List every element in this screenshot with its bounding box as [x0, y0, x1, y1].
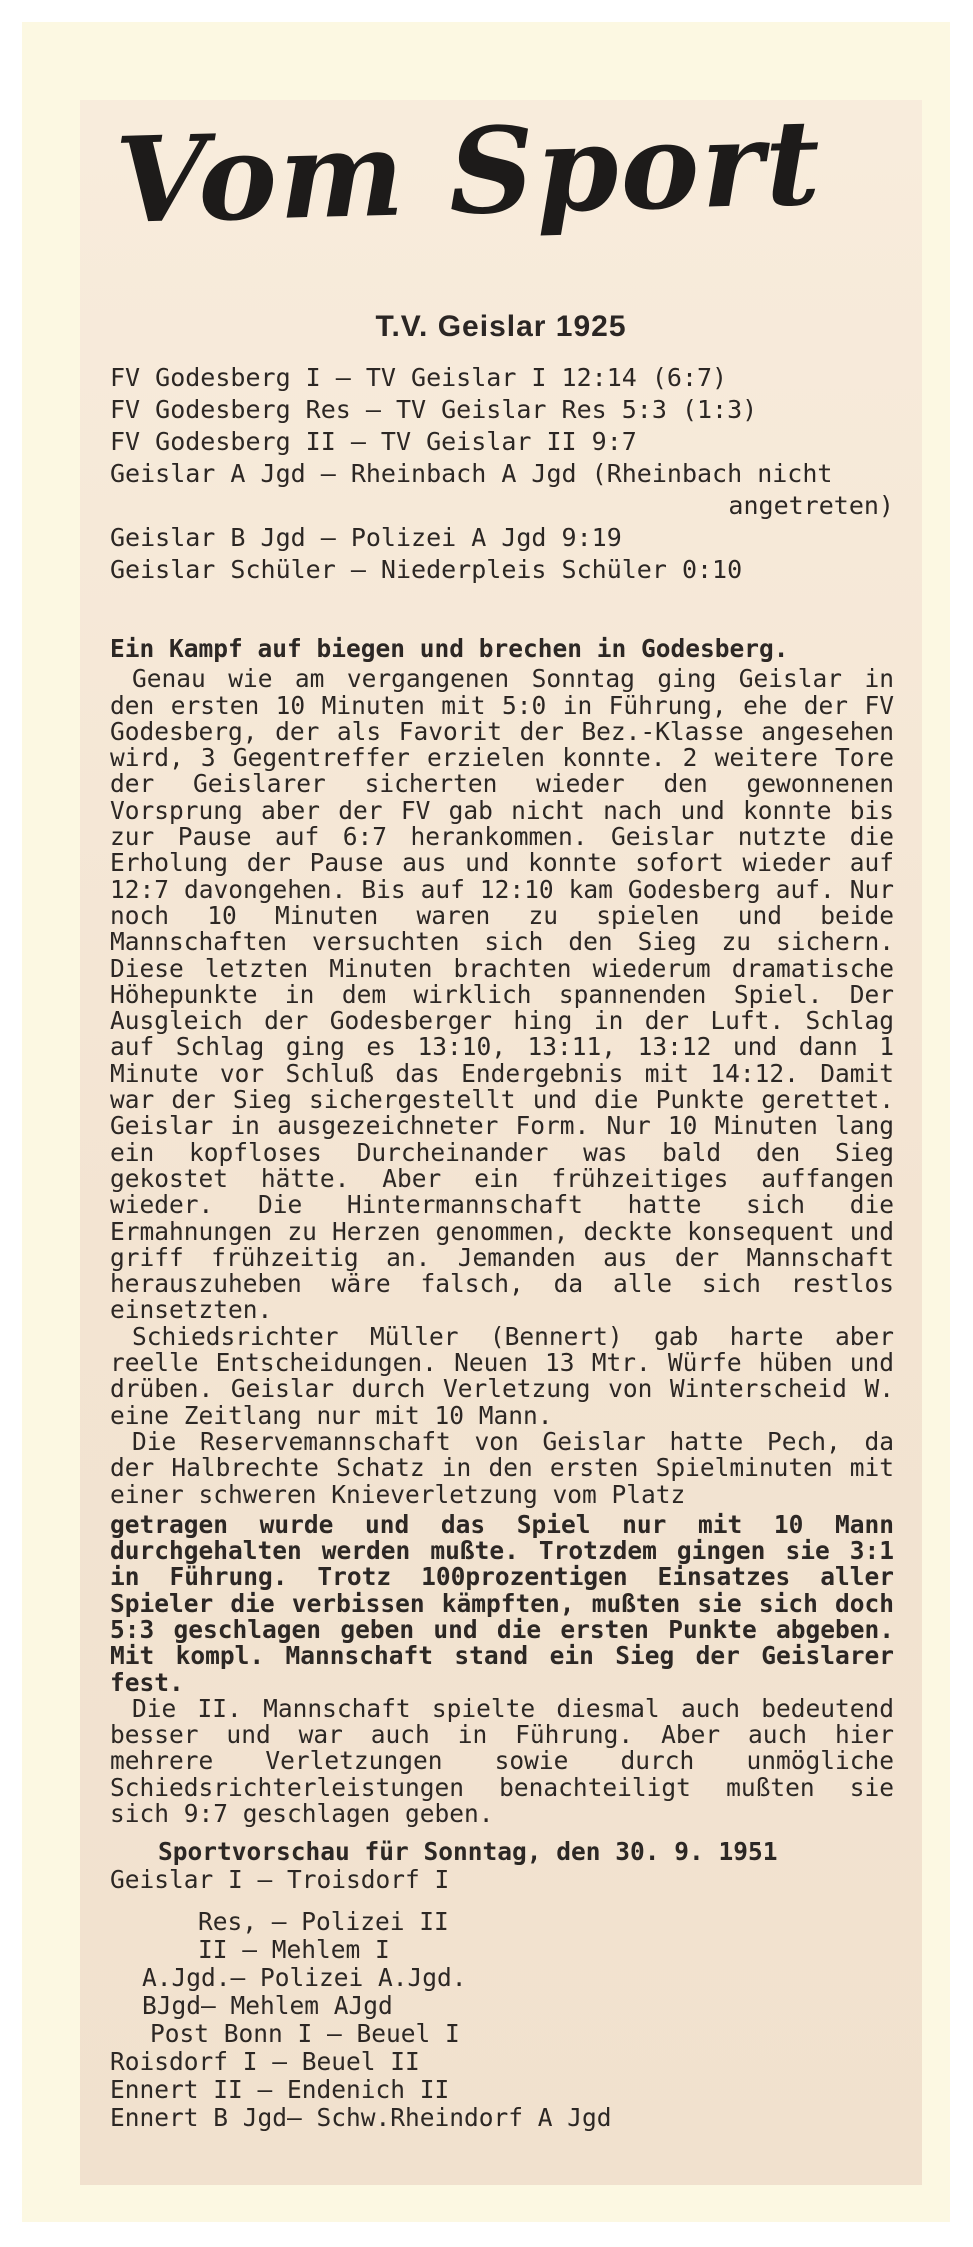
club-title: T.V. Geislar 1925	[375, 310, 627, 343]
article-paragraph: Genau wie am vergangenen Sonntag ging Geislar in den ersten 10 Minuten mit 5:0 in Führung, ehe der FV Godesberg, der als Favorit der Bez.-Klasse angesehen wird, 3 Gegentreffer erzielen konnte. 2 weitere Tore der Geislarer sicherten wieder den gewonnenen Vorsprung aber der FV gab nicht nach und konnte bis zur Pause auf 6:7 herankommen. Geislar nutzte die Erholung der Pause aus und konnte sofort wieder auf 12:7 davongehen. Bis auf 12:10 kam Godesberg auf. Nur noch 10 Minuten waren zu spielen und beide Mannschaften versuchten sich den Sieg zu sichern. Diese letzten Minuten brachten wiederum dramatische Höhepunkte in dem wirklich spannenden Spiel. Der Ausgleich der Godesberger hing in der Luft. Schlag auf Schlag ging es 13:10, 13:11, 13:12 und dann 1 Minute vor Schluß das Endergebnis mit 14:12. Damit war der Sieg sichergestellt und die Punkte gerettet. Geislar in ausgezeichneter Form. Nur 10 Minuten lang ein kopfloses Durcheinander was bald den Sieg gekostet hätte. Aber ein frühzeitiges auffangen wieder. Die Hintermannschaft hatte sich die Ermahnungen zu Herzen genommen, deckte konsequent und griff frühzeitig an. Jemanden aus der Mannschaft herauszuheben wäre falsch, da alle sich restlos einsetzten.	[110, 664, 894, 1325]
article-paragraph: Die Reservemannschaft von Geislar hatte Pech, da der Halbrechte Schatz in den ersten Spielminuten mit einer schweren Knieverletzung vom Platz	[110, 1426, 894, 1509]
fixture-row: Ennert II — Endenich II	[110, 2075, 450, 2104]
fixture-row: Geislar I — Troisdorf I	[110, 1865, 450, 1894]
result-row-continuation: angetreten)	[728, 491, 894, 520]
match-report	[110, 636, 894, 1827]
article-paragraph: Die II. Mannschaft spielte diesmal auch bedeutend besser und war auch in Führung. Aber auch hier mehrere Verletzungen sowie durch unmögliche Schiedsrichterleistungen benachteiligt mußten sie sich 9:7 geschlagen geben.	[110, 1693, 894, 1829]
result-row: FV Godesberg II — TV Geislar II 9:7	[110, 427, 637, 456]
fixture-row: Post Bonn I — Beuel I	[150, 2019, 460, 2048]
headline: Vom Sport	[113, 92, 824, 250]
article-paragraph-continued: getragen wurde und das Spiel nur mit 10 Mann durchgehalten werden mußte. Trotzdem gingen sie 3:1 in Führung. Trotz 100prozentigen Einsatzes aller Spieler die verbissen kämpften, mußten sie sich doch 5:3 geschlagen geben und die ersten Punkte abgeben. Mit kompl. Mannschaft stand ein Sieg der Geislarer fest.	[110, 1509, 894, 1697]
fixture-row: Roisdorf I — Beuel II	[110, 2047, 420, 2076]
newspaper-clipping	[80, 92, 922, 2185]
mounting-paper	[22, 22, 950, 2222]
result-row: FV Godesberg I — TV Geislar I 12:14 (6:7)	[110, 363, 728, 392]
preview-heading: Sportvorschau für Sonntag, den 30. 9. 1951	[158, 1837, 778, 1866]
article-paragraph: Schiedsrichter Müller (Bennert) gab harte aber reelle Entscheidungen. Neuen 13 Mtr. Würfe hüben und drüben. Geislar durch Verletzung von Winterscheid W. eine Zeitlang nur mit 10 Mann.	[110, 1321, 894, 1430]
result-row: Geislar Schüler — Niederpleis Schüler 0:10	[110, 555, 743, 584]
fixture-row: A.Jgd.— Polizei A.Jgd.	[142, 1963, 467, 1992]
result-row: FV Godesberg Res — TV Geislar Res 5:3 (1:3)	[110, 395, 758, 424]
fixture-row: II — Mehlem I	[198, 1935, 390, 1964]
article-heading: Ein Kampf auf biegen und brechen in Godesberg.	[110, 634, 789, 663]
sports-preview	[110, 1838, 894, 2132]
fixture-row: BJgd— Mehlem AJgd	[142, 1991, 393, 2020]
results-list	[110, 362, 894, 586]
fixture-row: Ennert B Jgd— Schw.Rheindorf A Jgd	[110, 2103, 612, 2132]
result-row: Geislar A Jgd — Rheinbach A Jgd (Rheinbach nicht	[110, 459, 833, 488]
result-row: Geislar B Jgd — Polizei A Jgd 9:19	[110, 523, 622, 552]
fixture-row: Res, — Polizei II	[198, 1907, 449, 1936]
